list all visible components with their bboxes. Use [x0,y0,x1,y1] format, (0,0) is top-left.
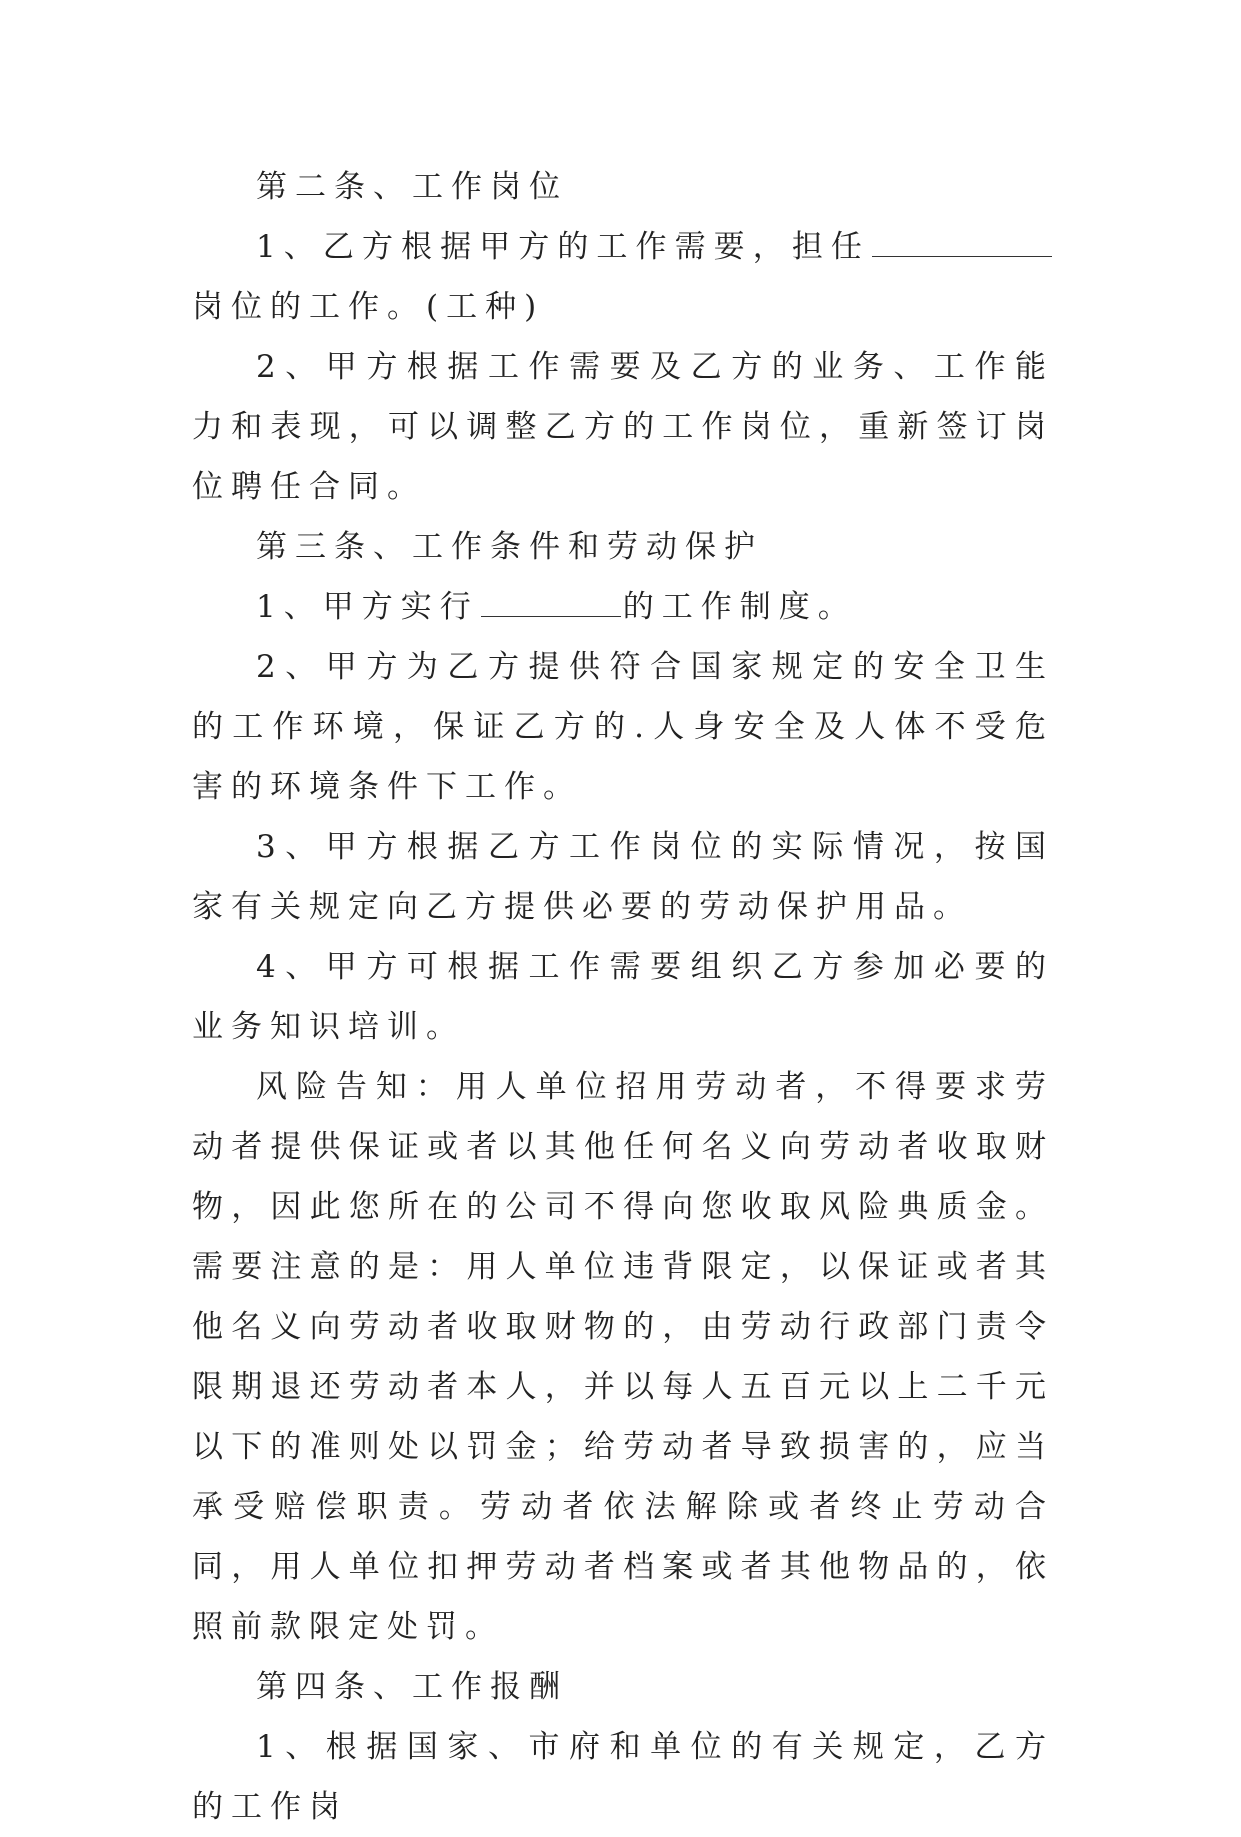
article-2-clause-1 [192,217,1054,337]
clause-text: 的工作制度。 [622,589,857,625]
article-3-clause-3: 3、甲方根据乙方工作岗位的实际情况，按国家有关规定向乙方提供必要的劳动保护用品。 [192,829,1054,925]
article-2-clause-2: 2、甲方根据工作需要及乙方的业务、工作能力和表现，可以调整乙方的工作岗位，重新签订岗位聘任合同。 [192,349,1054,505]
document-body [192,157,1054,1837]
article-3-clause-4: 4、甲方可根据工作需要组织乙方参加必要的业务知识培训。 [192,949,1054,1045]
fill-in-blank-position [872,220,1052,257]
fill-in-blank-work-system [481,580,621,617]
article-3-clause-1 [192,577,1054,637]
clause-text: 1、甲方实行 [256,589,479,625]
article-4-heading: 第四条、工作报酬 [256,1669,568,1705]
article-3-heading: 第三条、工作条件和劳动保护 [256,529,763,565]
article-4-clause-1: 1、根据国家、市府和单位的有关规定，乙方的工作岗 [192,1729,1054,1825]
clause-text: 1、乙方根据甲方的工作需要，担任 [256,229,870,265]
clause-text: 岗位的工作。(工种) [192,289,545,325]
article-2-heading: 第二条、工作岗位 [256,169,568,205]
article-3-clause-2: 2、甲方为乙方提供符合国家规定的安全卫生的工作环境，保证乙方的.人身安全及人体不受危害的环境条件下工作。 [192,649,1054,805]
risk-notice: 风险告知：用人单位招用劳动者，不得要求劳动者提供保证或者以其他任何名义向劳动者收取财物，因此您所在的公司不得向您收取风险典质金。需要注意的是：用人单位违背限定，以保证或者其他名义向劳动者收取财物的，由劳动行政部门责令限期退还劳动者本人，并以每人五百元以上二千元以下的准则处以罚金；给劳动者导致损害的，应当承受赔偿职责。劳动者依法解除或者终止劳动合同，用人单位扣押劳动者档案或者其他物品的，依照前款限定处罚。 [192,1069,1054,1645]
